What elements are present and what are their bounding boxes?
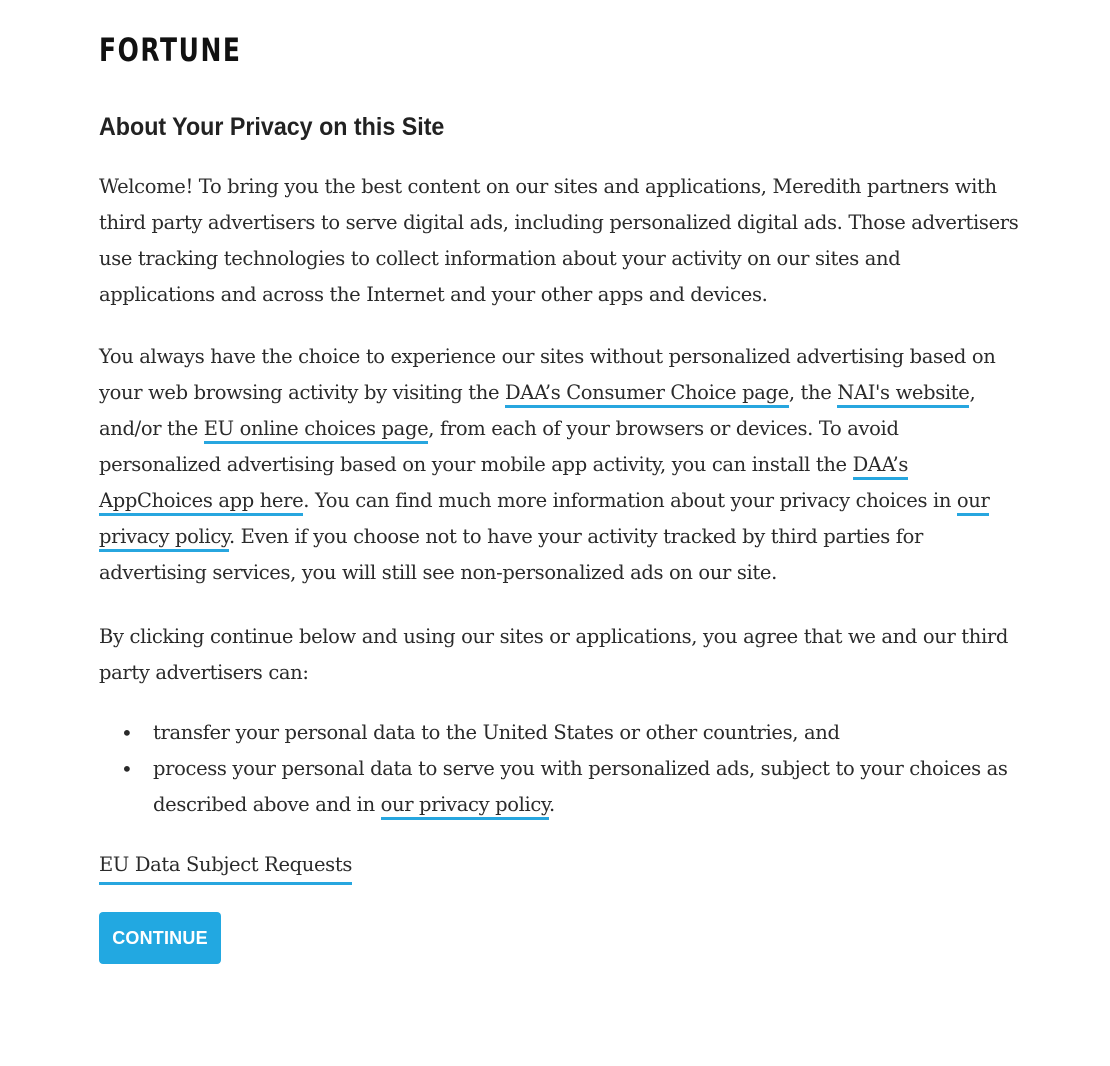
choices-paragraph xyxy=(99,339,1019,591)
choices-text-5: . You can find much more information about your privacy choices in xyxy=(303,489,957,512)
agreement-paragraph: By clicking continue below and using our sites or applications, you agree that we and our third party advertisers can: xyxy=(99,625,1008,684)
list-item-end: . xyxy=(549,793,555,816)
eu-data-subject-requests-link[interactable]: EU Data Subject Requests xyxy=(99,849,352,885)
consent-list xyxy=(99,715,1019,823)
intro-paragraph: Welcome! To bring you the best content on our sites and applications, Meredith partners with third party advertisers to serve digital ads, including personalized digital ads. Those advertisers use tracking technologies to collect information about your activity on our sites and applications and across the Internet and your other apps and devices. xyxy=(99,175,1019,306)
privacy-policy-link-list[interactable]: our privacy policy xyxy=(381,793,549,820)
eu-online-choices-link[interactable]: EU online choices page xyxy=(204,417,429,444)
choices-text-1: You always have the choice to experience our sites without personalized advertising based on your web browsing activity by visiting the xyxy=(99,345,996,404)
choices-text-3: , and/or the xyxy=(99,381,976,440)
choices-text-2: , the xyxy=(788,381,838,404)
list-item xyxy=(99,751,1019,823)
list-item-text: process your personal data to serve you with personalized ads, subject to your choices as described above and in xyxy=(153,757,1008,816)
choices-text-4: , from each of your browsers or devices. To avoid personalized advertising based on your mobile app activity, you can install the xyxy=(99,417,899,476)
bullet-icon: • xyxy=(121,757,133,781)
continue-button[interactable]: CONTINUE xyxy=(99,912,221,964)
daa-appchoices-link[interactable]: DAA’s AppChoices app here xyxy=(99,453,908,516)
daa-consumer-choice-link[interactable]: DAA’s Consumer Choice page xyxy=(505,381,789,408)
privacy-policy-link[interactable]: our privacy policy xyxy=(99,489,989,552)
list-item xyxy=(99,715,1019,751)
privacy-consent-page xyxy=(99,28,1019,964)
page-title: About Your Privacy on this Site xyxy=(99,113,445,141)
fortune-logo: FORTUNE xyxy=(99,31,242,69)
list-item-text: transfer your personal data to the United States or other countries, and xyxy=(153,721,840,744)
nai-website-link[interactable]: NAI's website xyxy=(837,381,969,408)
bullet-icon: • xyxy=(121,721,133,745)
choices-text-6: . Even if you choose not to have your activity tracked by third parties for advertising services, you will still see non-personalized ads on our site. xyxy=(99,525,923,584)
